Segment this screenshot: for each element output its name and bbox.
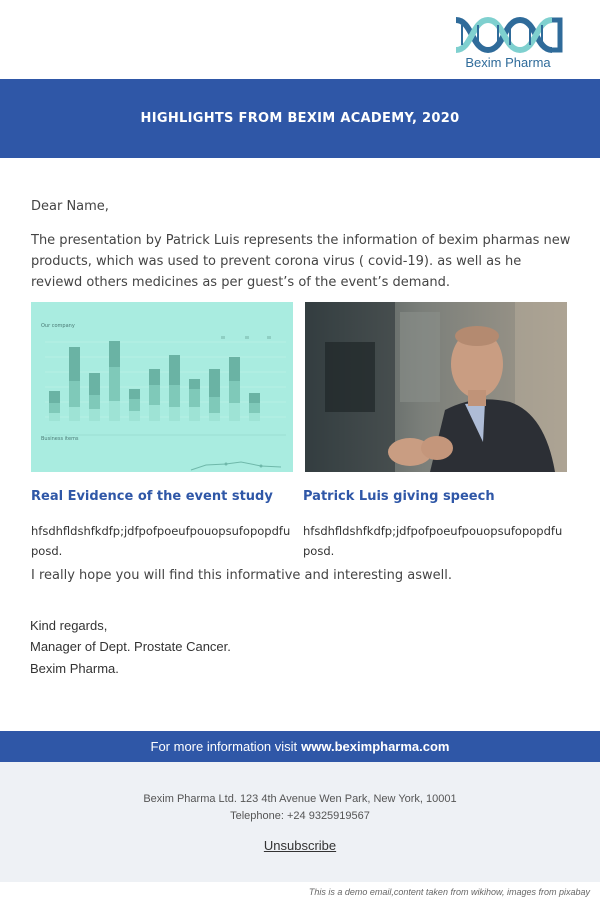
illustration-bar (109, 367, 120, 401)
illustration-bar (189, 379, 200, 389)
chart-title: Our company (41, 323, 75, 329)
header-banner (0, 79, 600, 158)
illustration-bar (249, 413, 260, 421)
event-study-image (31, 302, 293, 472)
illustration-bar (209, 413, 220, 421)
illustration-bar (49, 403, 60, 413)
website-link[interactable]: www.beximpharma.com (301, 739, 450, 754)
illustration-bar (189, 407, 200, 421)
illustration-bar (169, 355, 180, 385)
brand-logo[interactable] (450, 16, 566, 72)
unsubscribe-link[interactable]: Unsubscribe (263, 838, 337, 853)
illustration-bar (229, 381, 240, 403)
illustration-bar (189, 389, 200, 407)
illustration-bar (229, 357, 240, 381)
illustration-bar (149, 369, 160, 385)
footer (0, 762, 600, 882)
info-prefix: For more information visit (150, 739, 298, 754)
brand-name: Bexim Pharma (465, 55, 551, 70)
illustration-bar (109, 341, 120, 367)
illustration-bar (109, 401, 120, 421)
illustration-bar (129, 411, 140, 421)
dna-helix-logo-icon (452, 16, 564, 54)
greeting: Dear Name, (31, 199, 109, 214)
unsubscribe-wrap (0, 838, 600, 853)
illustration-bar (169, 385, 180, 407)
illustration-bar (149, 385, 160, 405)
illustration-bar (129, 399, 140, 411)
banner-title: HIGHLIGHTS FROM BEXIM ACADEMY, 2020 (140, 111, 460, 126)
illustration-bar (129, 389, 140, 399)
info-bar (0, 731, 600, 762)
column-title-right: Patrick Luis giving speech (303, 489, 495, 504)
illustration-bar (249, 393, 260, 403)
illustration-bar (89, 409, 100, 421)
illustration-bar (229, 403, 240, 421)
illustration-bar (69, 347, 80, 381)
illustration-bar (69, 381, 80, 407)
illustration-bar (249, 403, 260, 413)
column-text-left: hfsdhfldshfkdfp;jdfpofpoeufpouopsufopopdfuposd. (31, 524, 291, 558)
illustration-bar (209, 397, 220, 413)
footer-telephone: Telephone: +24 9325919567 (230, 810, 370, 822)
closing-line: I really hope you will find this informative and interesting aswell. (31, 568, 452, 583)
illustration-bar (89, 395, 100, 409)
footer-address: Bexim Pharma Ltd. 123 4th Avenue Wen Park, New York, 10001 (143, 793, 457, 805)
column-text-right: hfsdhfldshfkdfp;jdfpofpoeufpouopsufopopdfuposd. (303, 524, 563, 558)
illustration-bar (169, 407, 180, 421)
illustration-bar (49, 391, 60, 403)
illustration-bar (49, 413, 60, 421)
signature-line: Kind regards, (30, 618, 108, 633)
signature-line: Manager of Dept. Prostate Cancer. (30, 639, 231, 654)
illustration-bar (89, 373, 100, 395)
column-title-left: Real Evidence of the event study (31, 489, 273, 504)
demo-disclaimer: This is a demo email,content taken from wikihow, images from pixabay (308, 887, 590, 897)
illustration-bar (209, 369, 220, 397)
intro-paragraph: The presentation by Patrick Luis represents the information of bexim pharmas new products, which was used to prevent corona virus ( covid-19). as well as he reviewd others medicines as per guest’s of the event’s demand. (31, 233, 571, 290)
illustration-bar (149, 405, 160, 421)
illustration-bar (69, 407, 80, 421)
bar-chart-illustration (31, 302, 293, 472)
chart-subtitle: Business items (41, 436, 79, 442)
signature-line: Bexim Pharma. (30, 661, 119, 676)
speaker-photo (305, 302, 567, 472)
